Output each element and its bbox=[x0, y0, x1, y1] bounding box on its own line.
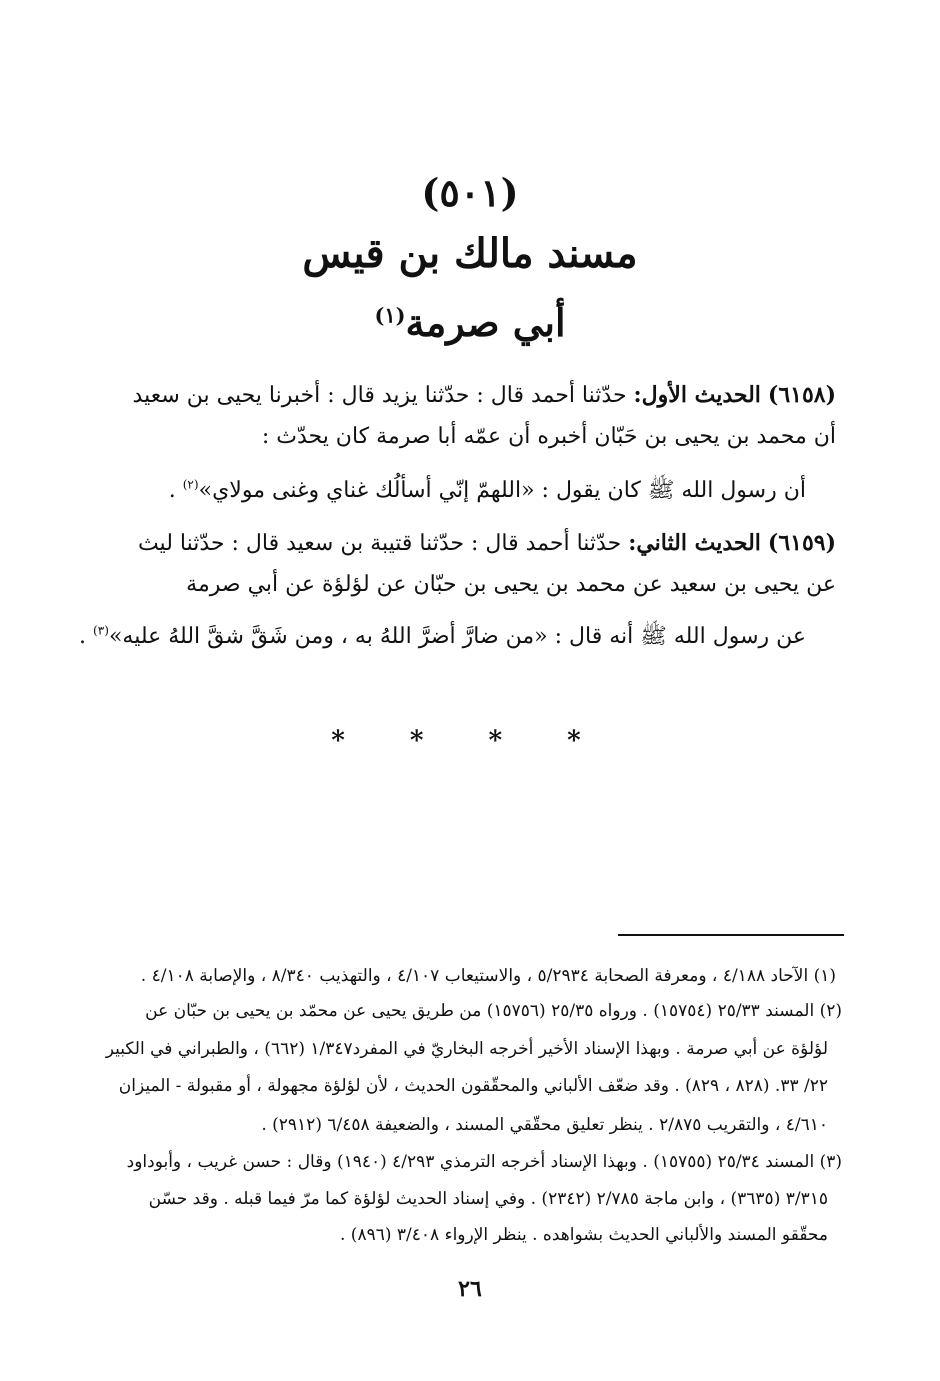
hadith2-label: الحديث الثاني: bbox=[628, 530, 761, 556]
hadith2-text1: حدّثنا أحمد قال : حدّثنا قتيبة بن سعيد قال : حدّثنا ليث bbox=[137, 531, 622, 556]
hadith2-line2: عن يحيى بن سعيد عن محمد بن يحيى بن حبّان عن لؤلؤة عن أبي صرمة bbox=[186, 572, 836, 597]
hadith1-footnote-ref: (٢) bbox=[182, 477, 199, 492]
subtitle-footnote-ref: (١) bbox=[374, 302, 406, 328]
footnote-2-line2: لؤلؤة عن أبي صرمة . وبهذا الإسناد الأخير أخرجه البخاريّ في المفرد١/٣٤٧ (٦٦٢) ، والطبراني في الكبير bbox=[105, 1039, 828, 1059]
footnote-3-line3: محقّقو المسند والألباني الحديث بشواهده . ينظر الإرواء ٣/٤٠٨ (٨٩٦) . bbox=[340, 1225, 828, 1245]
footnote-2-line1: (٢) المسند ٢٥/٣٣ (١٥٧٥٤) . ورواه ٢٥/٣٥ (١٥٧٥٦) من طريق يحيى عن محمّد بن يحيى بن حبّان عن bbox=[145, 1001, 842, 1021]
footnote-1: (١) الآحاد ٤/١٨٨ ، ومعرفة الصحابة ٥/٢٩٣٤ ، والاستيعاب ٤/١٠٧ ، والتهذيب ٨/٣٤٠ ، والإصابة ٤/١٠٨ . bbox=[140, 966, 836, 986]
chapter-title: مسند مالك بن قيس bbox=[302, 230, 638, 277]
hadith1-label: الحديث الأول: bbox=[633, 382, 761, 408]
hadith2-footnote-ref: (٣) bbox=[93, 623, 109, 638]
hadith1-line2: أن محمد بن يحيى بن حَبّان أخبره أن عمّه أبا صرمة كان يحدّث : bbox=[261, 424, 836, 449]
footnote-2-line4: ٤/٦١٠ ، والتقريب ٢/٨٧٥ . ينظر تعليق محقّقي المسند ، والضعيفة ٦/٤٥٨ (٢٩١٢) . bbox=[261, 1115, 828, 1135]
footnote-divider bbox=[618, 934, 844, 936]
hadith1-number: (٦١٥٨) bbox=[767, 382, 836, 408]
hadith1-text1: حدّثنا أحمد قال : حدّثنا يزيد قال : أخبرنا يحيى بن سعيد bbox=[132, 383, 627, 408]
footnote-3-line2: ٣/٣١٥ (٣٦٣٥) ، وابن ماجة ٢/٧٨٥ (٢٣٤٢) . وفي إسناد الحديث لؤلؤة كما مرّ فيما قبله . وقد حسّن bbox=[148, 1189, 828, 1209]
footnote-3-line1: (٣) المسند ٢٥/٣٤ (١٥٧٥٥) . وبهذا الإسناد أخرجه الترمذي ٤/٢٩٣ (١٩٤٠) وقال : حسن غريب ، وأبوداود bbox=[126, 1152, 842, 1172]
chapter-subtitle bbox=[0, 300, 940, 345]
section-separator: * * * * bbox=[331, 726, 609, 756]
hadith2-end: . bbox=[79, 624, 94, 649]
hadith1-end: . bbox=[168, 478, 183, 503]
hadith2-line1 bbox=[138, 528, 836, 559]
footnote-2-line3: ٢٢/ ٣٣. (٨٢٨ ، ٨٢٩) . وقد ضعّف الألباني والمحقّقون الحديث ، لأن لؤلؤة مجهولة ، أو مقبولة - الميزان bbox=[118, 1076, 828, 1096]
hadith2-line3 bbox=[79, 622, 806, 652]
subtitle-text: أبي صرمة bbox=[405, 300, 566, 345]
chapter-number: (٥٠١) bbox=[421, 170, 519, 215]
hadith1-line1 bbox=[133, 380, 836, 411]
hadith2-number: (٦١٥٩) bbox=[767, 530, 836, 556]
page-number: ٢٦ bbox=[458, 1276, 482, 1302]
hadith1-text3: أن رسول الله ﷺ كان يقول : «اللهمّ إنّي أسألُك غناي وغنى مولاي» bbox=[198, 478, 806, 503]
hadith1-line3 bbox=[169, 476, 806, 506]
hadith2-text3: عن رسول الله ﷺ أنه قال : «من ضارَّ أضرَّ اللهُ به ، ومن شَقَّ شقَّ اللهُ عليه» bbox=[108, 624, 806, 649]
